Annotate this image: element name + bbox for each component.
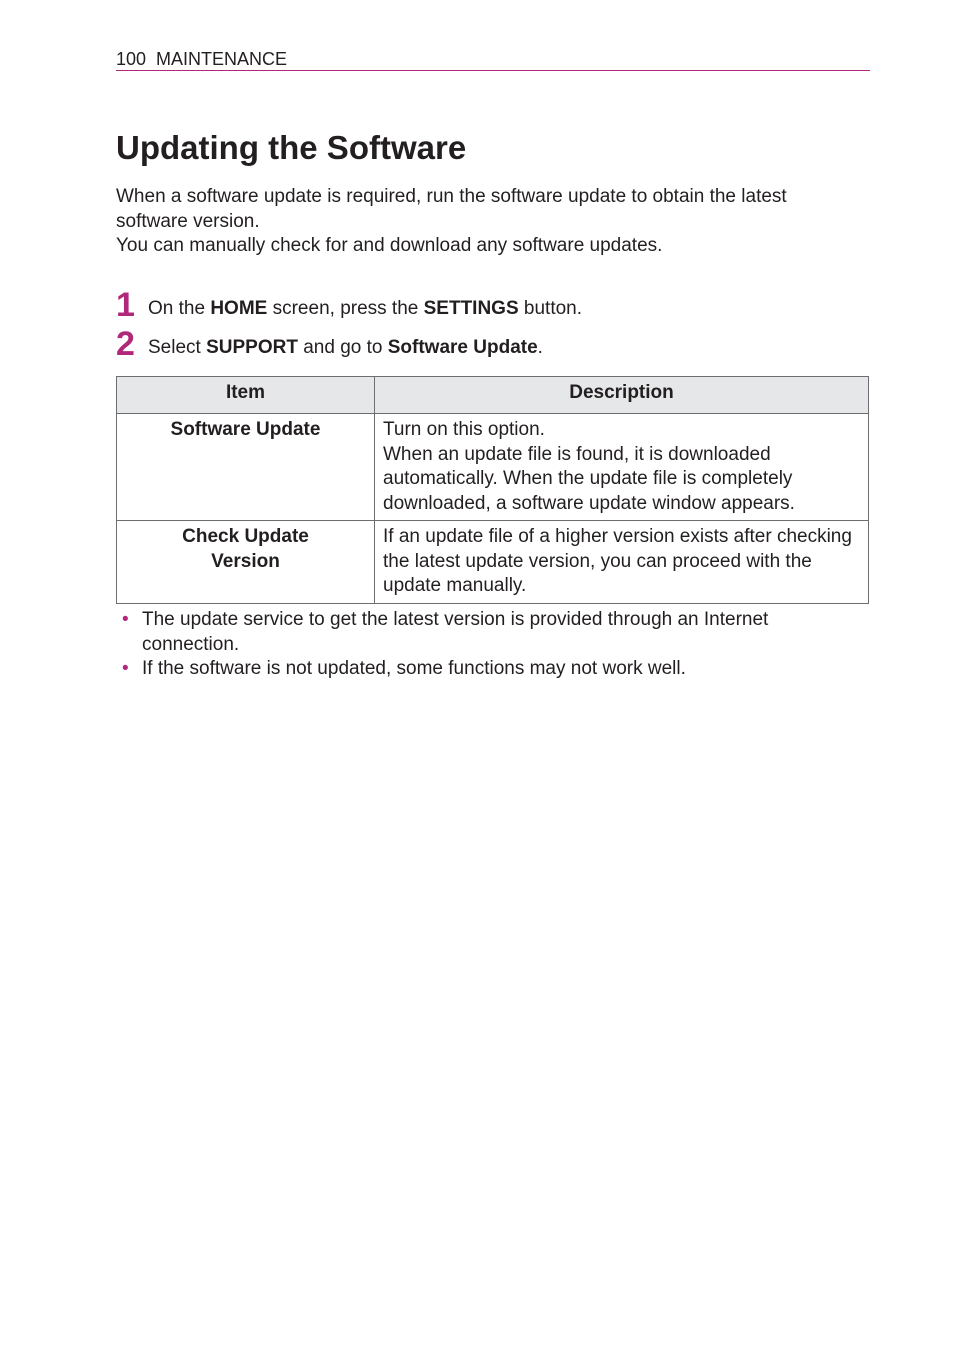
page-header — [116, 48, 870, 71]
bullet-icon: • — [122, 658, 129, 679]
description-line: When an update file is found, it is downloaded automatically. When the update file is completely downloaded, a software update window appears. — [383, 443, 795, 514]
settings-table — [116, 376, 869, 604]
table-cell-item: Software Update — [117, 414, 375, 521]
column-header-item: Item — [117, 377, 375, 414]
description-line: Turn on this option. — [383, 419, 545, 440]
software-update-keyword: Software Update — [387, 337, 538, 358]
settings-keyword: SETTINGS — [423, 298, 519, 319]
table-cell-item: Check Update Version — [117, 521, 375, 604]
step-text-part: button. — [518, 298, 583, 319]
step-text — [148, 336, 543, 360]
table-cell-description — [375, 414, 869, 521]
page-number: 100 — [116, 49, 147, 69]
step-text — [148, 297, 582, 321]
step-text-part: . — [537, 337, 543, 358]
description-line: If an update file of a higher version exists after checking the latest update version, you can proceed with the update manually. — [383, 526, 852, 596]
step-text-part: and go to — [297, 337, 388, 358]
list-item — [116, 608, 856, 657]
step-number: 2 — [116, 325, 135, 363]
step-text-part: Select — [148, 337, 207, 358]
table-header-row — [117, 377, 869, 414]
intro-paragraph: You can manually check for and download any software updates. — [116, 235, 663, 256]
support-keyword: SUPPORT — [206, 337, 298, 358]
step-text-part: screen, press the — [267, 298, 424, 319]
list-item — [116, 657, 856, 682]
table-row — [117, 414, 869, 521]
bullet-icon: • — [122, 609, 129, 630]
note-text: The update service to get the latest version is provided through an Internet connection. — [142, 609, 769, 655]
column-header-description: Description — [375, 377, 869, 414]
section-name: MAINTENANCE — [156, 49, 288, 69]
table-cell-description — [375, 521, 869, 604]
home-keyword: HOME — [210, 298, 268, 319]
notes-list — [116, 608, 856, 682]
page-title: Updating the Software — [116, 129, 467, 166]
note-text: If the software is not updated, some functions may not work well. — [142, 658, 686, 679]
table-row — [117, 521, 869, 604]
intro-paragraph: When a software update is required, run the software update to obtain the latest software version. — [116, 186, 787, 232]
intro-text — [116, 185, 856, 259]
step-number: 1 — [116, 286, 135, 324]
step-text-part: On the — [148, 298, 211, 319]
